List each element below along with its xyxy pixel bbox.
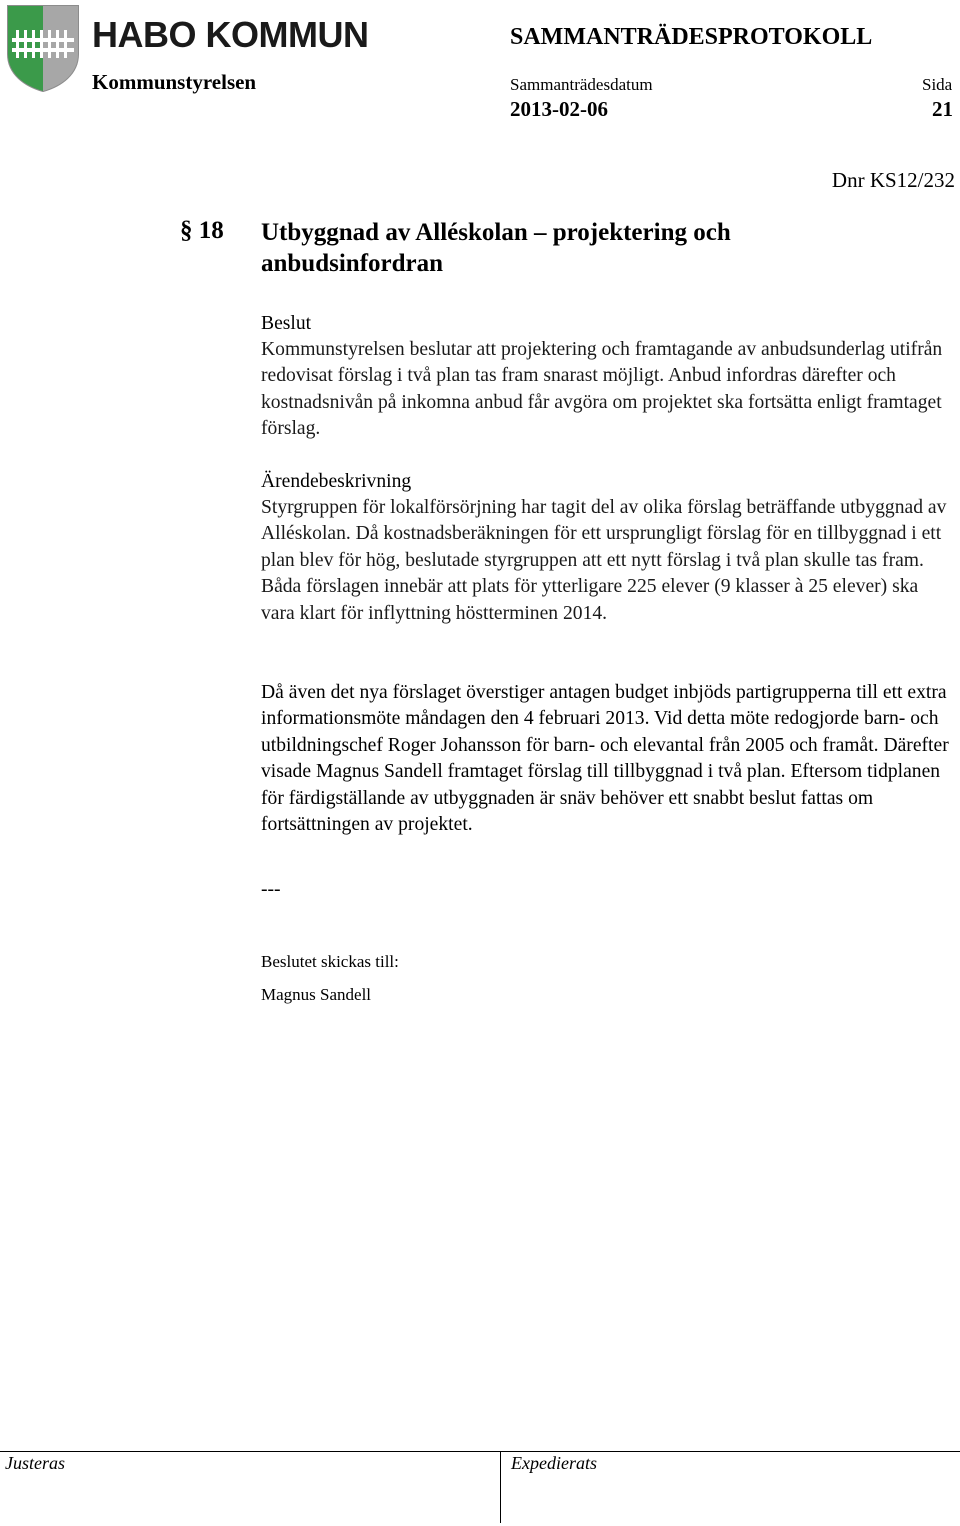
paragraph-2: Då även det nya förslaget överstiger antagen budget inbjöds partigrupperna till ett extra informationsmöte måndagen den 4 februari 2013. Vid detta möte redogjorde barn- och utbildningschef Roger Johansson för barn- och elevantal från 2005 och framåt. Därefter visade Magnus Sandell framtaget förslag till tillbyggnad i två plan. Eftersom tidplanen för färdigställande av utbyggnaden är snäv behöver ett snabbt beslut fattas om fortsättningen av projektet. — [261, 682, 949, 836]
footer-column-divider — [500, 1451, 501, 1523]
justeras-label: Justeras — [5, 1453, 65, 1473]
expedierats-label: Expedierats — [511, 1453, 597, 1473]
footer-divider-line — [0, 1451, 960, 1452]
page-label: Sida — [922, 75, 953, 94]
decision-text: Kommunstyrelsen beslutar att projektering och framtagande av anbudsunderlag utifrån redovisat förslag i två plan tas fram snarast möjligt. Anbud infordras därefter och kostnadsnivån på inkomna anbud får avgöra om projektet ska fortsätta enligt framtaget förslag. — [261, 339, 943, 440]
description-text: Styrgruppen för lokalförsörjning har tagit del av olika förslag beträffande utbyggnad av Alléskolan. Då kostnadsberäkningen för ett ursprungligt förslag för en tillbyggnad i ett plan blev för hög, beslutade styrgruppen att ett nytt förslag i två plan skulle tas fram. Båda förslagen innebär att plats för ytterligare 225 elever (9 klasser à 25 elever) ska vara klart för inflyttning höstterminen 2014. — [261, 497, 947, 624]
diary-number: Dnr KS12/232 — [831, 168, 955, 192]
decision-heading: Beslut — [261, 313, 312, 334]
sent-to-value: Magnus Sandell — [261, 985, 372, 1004]
page-number: 21 — [932, 97, 953, 121]
meeting-date-label: Sammanträdesdatum — [510, 75, 653, 94]
organization-name: Kommunstyrelsen — [92, 70, 257, 94]
description-heading: Ärendebeskrivning — [261, 471, 412, 492]
document-title: SAMMANTRÄDESPROTOKOLL — [510, 24, 873, 50]
habo-coat-of-arms-icon — [6, 4, 80, 92]
meeting-date-value: 2013-02-06 — [510, 97, 608, 121]
sent-to-label: Beslutet skickas till: — [261, 952, 399, 971]
separator: --- — [261, 879, 281, 900]
brand-name: HABO KOMMUN — [92, 14, 369, 55]
section-number: § 18 — [180, 217, 224, 244]
section-title: Utbyggnad av Alléskolan – projektering och anbudsinfordran — [261, 219, 731, 277]
